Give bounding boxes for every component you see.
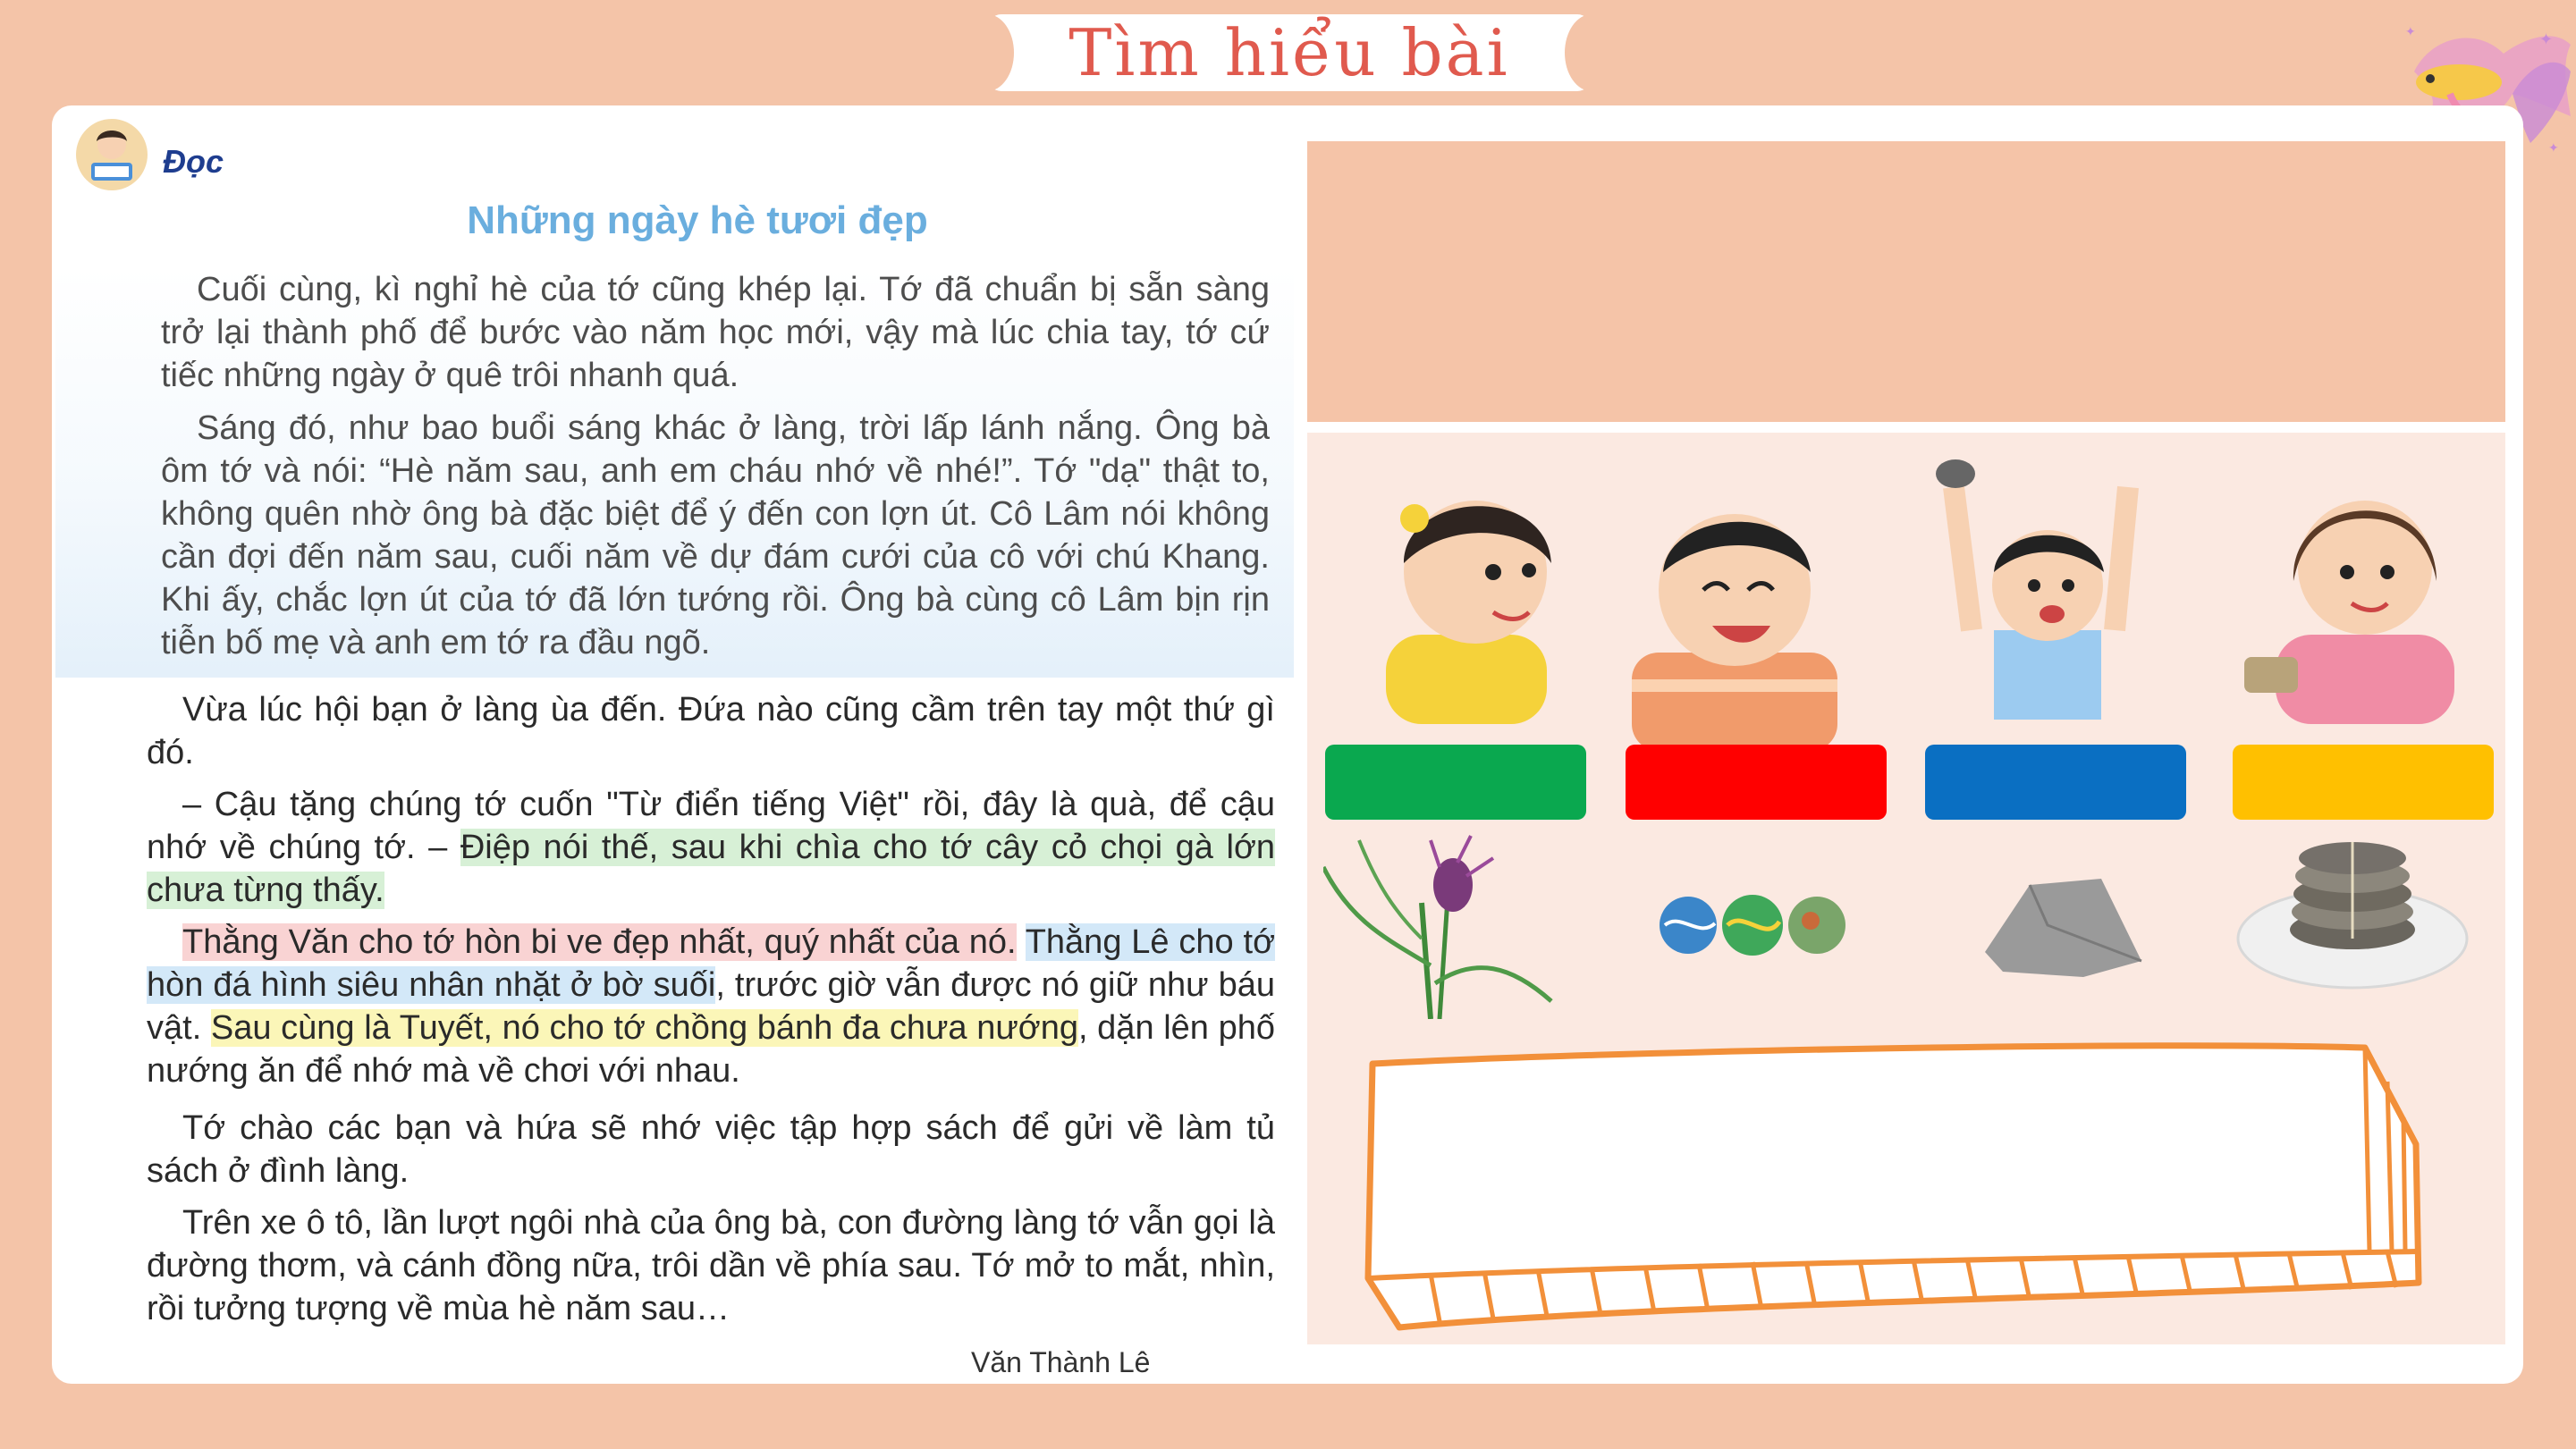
paragraph-6: Tớ chào các bạn và hứa sẽ nhớ việc tập hợp sách để gửi về làm tủ sách ở đình làng. bbox=[147, 1109, 1275, 1190]
author-name: Văn Thành Lê bbox=[971, 1346, 1151, 1378]
green-answer-bar[interactable] bbox=[1325, 745, 1586, 820]
paragraph-5-end: , dặn lên phố nướng ăn để nhớ mà về chơi với nhau. bbox=[147, 1009, 1275, 1090]
paragraph-7: Trên xe ô tô, lần lượt ngôi nhà của ông bà, con đường làng tớ vẫn gọi là đường thơm, và cánh đồng nữa, trôi dần về phía sau. Tớ mở to mắt, nhìn, rồi tưởng tượng về mùa hè năm sau… bbox=[147, 1204, 1275, 1327]
rice-cracker-stack-icon bbox=[2235, 822, 2470, 992]
highlight-le: Thằng Lê cho tớ hòn đá hình siêu nhân nhặt ở bờ suối bbox=[147, 923, 1275, 1004]
boy-holding-stone-icon bbox=[1936, 451, 2150, 720]
title-banner bbox=[987, 14, 1592, 91]
highlight-van: Thằng Văn cho tớ hòn bi ve đẹp nhất, quý nhất của nó. bbox=[182, 923, 1017, 961]
highlight-tuyet: Sau cùng là Tuyết, nó cho tớ chồng bánh đa chưa nướng bbox=[210, 1009, 1078, 1047]
stone-icon bbox=[1976, 872, 2146, 979]
blue-answer-bar[interactable] bbox=[1925, 745, 2186, 820]
paragraph-2: Sáng đó, như bao buổi sáng khác ở làng, trời lấp lánh nắng. Ông bà ôm tớ và nói: “Hè năm sau, anh em cháu nhớ về nhé!”. Tớ "dạ" thật to, không quên nhờ ông bà đặc biệt để ý đến con lợn út. Cô Lâm nói không cần đợi đến năm sau, cuối năm về dự đám cưới của cô với chú Khang. Khi ấy, chắc lợn út của tớ đã lớn tướng rồi. Ông bà cùng cô Lâm bịn rịn tiễn bố mẹ và anh em tớ ra đầu ngõ. bbox=[161, 409, 1270, 661]
red-answer-bar[interactable] bbox=[1626, 745, 1887, 820]
answer-box[interactable] bbox=[1359, 1028, 2432, 1336]
paragraph-1: Cuối cùng, kì nghỉ hè của tớ cũng khép lại. Tớ đã chuẩn bị sẵn sàng trở lại thành phố để bước vào năm học mới, vậy mà lúc chia tay, tớ cứ tiếc những ngày ở quê trôi nhanh quá. bbox=[161, 271, 1270, 394]
paragraph-5 bbox=[147, 921, 1275, 1092]
story-title: Những ngày hè tươi đẹp bbox=[467, 198, 928, 242]
paragraph-4-text: – Cậu tặng chúng tớ cuốn "Từ điển tiếng Việt" rồi, đây là quà, để cậu nhớ về chúng tớ. – bbox=[147, 786, 1275, 866]
paragraph-4 bbox=[147, 783, 1275, 912]
read-label: Đọc bbox=[163, 143, 224, 180]
grass-plant-icon bbox=[1323, 831, 1556, 1019]
girl-ponytail-icon bbox=[1359, 456, 1574, 724]
empty-display-box bbox=[1307, 141, 2505, 422]
highlight-diep: Điệp nói thế, sau khi chìa cho tớ cây cỏ chọi gà lớn chưa từng thấy. bbox=[147, 829, 1275, 909]
paragraph-3: Vừa lúc hội bạn ở làng ùa đến. Đứa nào cũng cầm trên tay một thứ gì đó. bbox=[147, 691, 1275, 771]
yellow-answer-bar[interactable] bbox=[2233, 745, 2494, 820]
child-reading-icon bbox=[73, 116, 150, 193]
svg-text:✦: ✦ bbox=[2548, 140, 2559, 155]
paragraph-5-text: , trước giờ vẫn được nó giữ như báu vật. bbox=[147, 966, 1275, 1047]
marbles-icon bbox=[1654, 889, 1851, 961]
girl-with-cakes-icon bbox=[2240, 456, 2454, 724]
page-title: Tìm hiểu bài bbox=[1068, 15, 1510, 90]
svg-text:✦: ✦ bbox=[2405, 24, 2416, 38]
svg-text:✦: ✦ bbox=[2539, 30, 2554, 48]
boy-smiling-icon bbox=[1623, 483, 1837, 751]
